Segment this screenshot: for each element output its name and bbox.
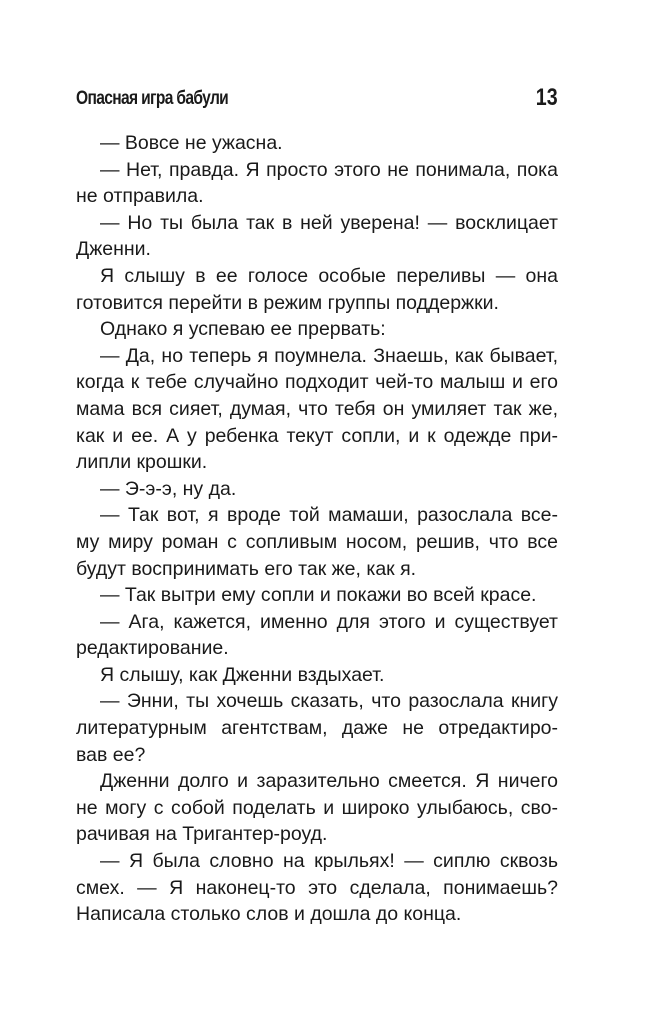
text-line: Однако я успеваю ее прервать: bbox=[100, 318, 386, 341]
text-line: — Ага, кажется, именно для этого и существует bbox=[100, 610, 558, 633]
text-line: смех. — Я наконец-то это сделала, понимаешь? bbox=[76, 876, 558, 899]
text-line: литературным агентствам, даже не отредактиро- bbox=[76, 717, 558, 740]
text-line: — Так вот, я вроде той мамаши, разослала все- bbox=[100, 504, 558, 527]
running-title: Опасная игра бабули bbox=[76, 88, 229, 109]
text-line: — Но ты была так в ней уверена! — восклицает bbox=[100, 211, 558, 234]
text-line: будут воспринимать его так же, как я. bbox=[76, 557, 417, 580]
text-line: — Я была словно на крыльях! — сиплю сквозь bbox=[100, 850, 558, 873]
text-line: — Э-э-э, ну да. bbox=[100, 477, 237, 500]
text-line: — Да, но теперь я поумнела. Знаешь, как бывает, bbox=[100, 344, 558, 367]
text-line: когда к тебе случайно подходит чей-то малыш и его bbox=[76, 371, 558, 394]
page-number: 13 bbox=[536, 84, 558, 111]
text-line: не могу с собой поделать и широко улыбаюсь, сво- bbox=[76, 796, 558, 819]
text-line: му миру роман с сопливым носом, решив, что все bbox=[76, 530, 558, 553]
text-line: не отправила. bbox=[76, 185, 204, 208]
text-line: Написала столько слов и дошла до конца. bbox=[76, 903, 462, 926]
text-line: редактирование. bbox=[76, 637, 229, 660]
text-line: липли крошки. bbox=[76, 451, 208, 474]
page-header bbox=[76, 84, 558, 114]
body-text bbox=[76, 130, 558, 928]
text-line: как и ее. А у ребенка текут сопли, и к одежде при- bbox=[76, 424, 558, 447]
text-line: Дженни. bbox=[76, 238, 151, 261]
text-line: Я слышу, как Дженни вздыхает. bbox=[100, 663, 385, 686]
text-line: рачивая на Тригантер-роуд. bbox=[76, 823, 328, 846]
text-line: — Вовсе не ужасна. bbox=[100, 132, 283, 154]
text-line: Я слышу в ее голосе особые переливы — она bbox=[100, 264, 558, 287]
text-line: — Так вытри ему сопли и покажи во всей красе. bbox=[100, 584, 537, 607]
text-line: готовится перейти в режим группы поддержки. bbox=[76, 291, 499, 314]
text-line: — Энни, ты хочешь сказать, что разослала книгу bbox=[100, 690, 558, 713]
text-line: Дженни долго и заразительно смеется. Я ничего bbox=[100, 770, 558, 793]
text-line: мама вся сияет, думая, что тебя он умиляет так же, bbox=[76, 397, 558, 420]
text-line: — Нет, правда. Я просто этого не понимала, пока bbox=[100, 158, 558, 181]
text-line: вав ее? bbox=[76, 743, 146, 766]
